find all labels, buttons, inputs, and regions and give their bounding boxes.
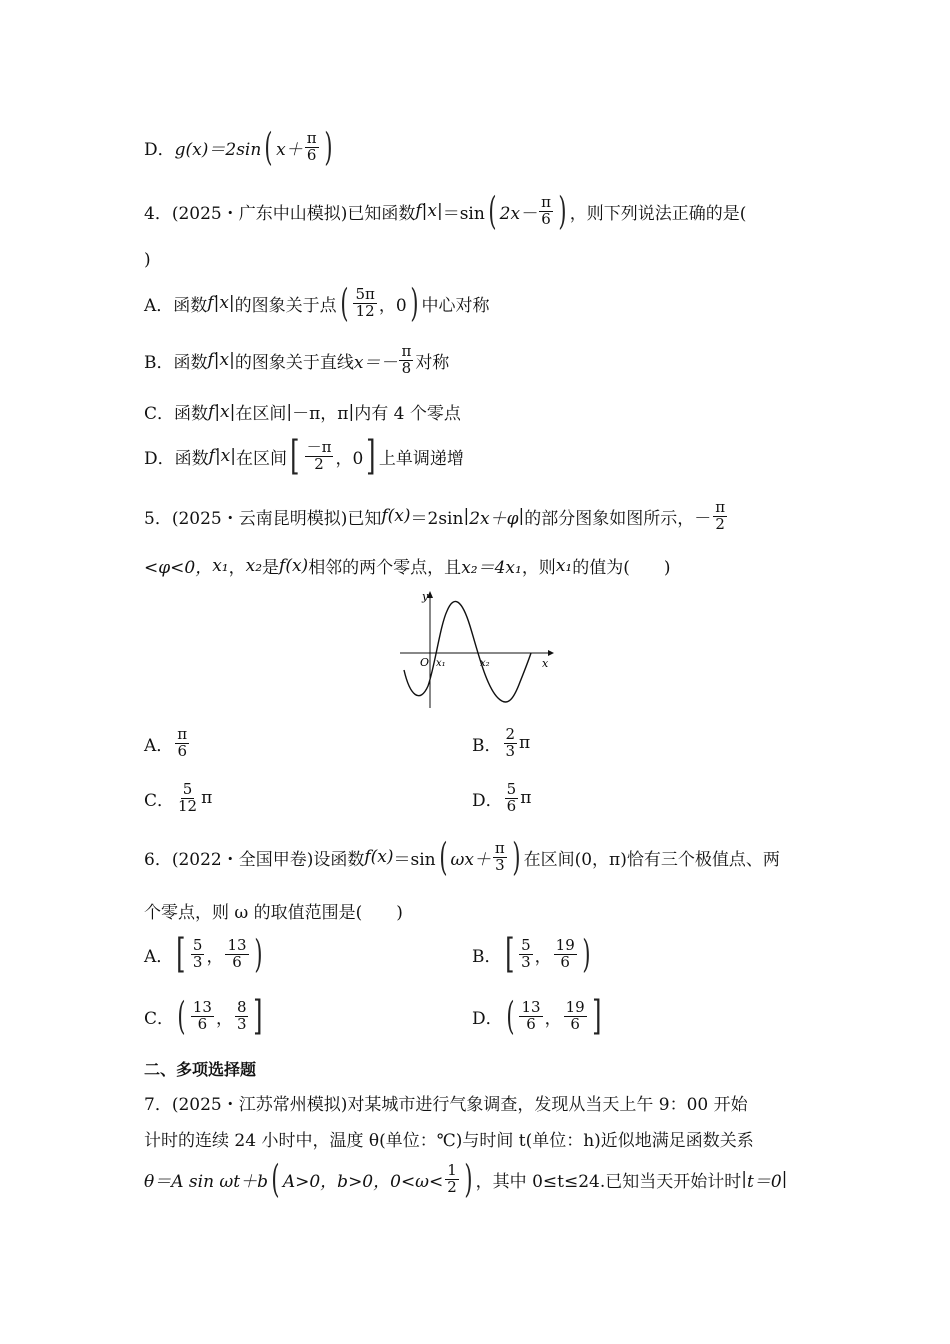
q6-stem: 6．(2022・全国甲卷)设函数 f(x) ＝sin ( ωx＋ $\frac{\pi}{3}$ ) 在区间(0，π)恰有三个极值点、两: [144, 835, 780, 879]
q4-option-b[interactable]: B．函数 f | x | 的图象关于直线 x＝－ $\frac{\pi}{8}$ 对称: [144, 342, 450, 377]
q4-option-a[interactable]: A．函数 f | x | 的图象关于点 ( $\frac{5\pi}{12}$ ，0 ) 中心对称: [144, 281, 490, 325]
q5-option-c[interactable]: C． $\frac{5}{12}$ π: [144, 780, 213, 815]
paren-group: ( x＋ $\frac{\pi}{6}$ ): [264, 125, 333, 169]
x2-label: x₂: [480, 658, 490, 669]
q6-option-c[interactable]: C． ( $\frac{13}{6}$ ， $\frac{8}{3}$ ]: [144, 993, 263, 1039]
q5-stem: 5．(2025・云南昆明模拟)已知 f(x) ＝2sin | 2x＋φ | 的部分图象如图所示，－ $\frac{\pi}{2}$: [144, 498, 726, 533]
q6-option-d[interactable]: D． ( $\frac{13}{6}$ ， $\frac{19}{6}$ ]: [472, 993, 602, 1039]
q5-option-d[interactable]: D． $\frac{5}{6}$ π: [472, 780, 532, 815]
q7-line1: 7．(2025・江苏常州模拟)对某城市进行气象调查，发现从当天上午 9：00 开始: [144, 1095, 748, 1115]
q4-option-d[interactable]: D．函数 f | x | 在区间 [ $\frac{-\pi}{2}$ ，0 ] 上单调递增: [144, 433, 464, 479]
x-axis-arrow: [548, 650, 554, 656]
option-label: D．: [144, 139, 175, 160]
q3-option-d[interactable]: [144, 125, 335, 169]
q7-line3: θ＝A sin ωt＋b ( A>0，b>0，0<ω< $\frac{1}{2}$ ) ，其中 0≤t≤24.已知当天开始计时 | t＝0 |: [144, 1157, 788, 1201]
sine-graph: [390, 586, 560, 716]
q5-stem-line2: <φ<0， x₁ ， x₂ 是 f(x) 相邻的两个零点，且 x₂＝4x₁ ，则 x₁ 的值为( ): [144, 555, 671, 578]
q5-option-b[interactable]: B． $\frac{2}{3}$ π: [472, 725, 531, 760]
q4-stem: 4．(2025・广东中山模拟)已知函数 f | x | ＝sin ( 2x－ $\frac{\pi}{6}$ ) ，则下列说法正确的是(: [144, 189, 747, 233]
x1-label: x₁: [436, 658, 446, 669]
origin-label: O: [420, 656, 430, 669]
section-heading: 二、多项选择题: [144, 1060, 257, 1079]
y-label: y: [422, 590, 429, 603]
q4-stem-close: ): [144, 250, 151, 270]
q5-option-a[interactable]: A． $\frac{\pi}{6}$: [144, 725, 188, 760]
q6-option-a[interactable]: A． [ $\frac{5}{3}$ ， $\frac{13}{6}$ ): [144, 931, 263, 977]
q4-option-c[interactable]: C．函数 f | x | 在区间 | －π，π | 内有 4 个零点: [144, 401, 461, 424]
q6-option-b[interactable]: B． [ $\frac{5}{3}$ ， $\frac{19}{6}$ ): [472, 931, 591, 977]
sine-curve: [404, 601, 531, 702]
q6-stem-line2: 个零点，则 ω 的取值范围是( ): [144, 903, 403, 923]
function-expr: g(x)＝2sin: [174, 139, 262, 160]
fraction: $\frac{\pi}{6}$: [306, 128, 317, 164]
x-label: x: [542, 657, 549, 670]
q7-line2: 计时的连续 24 小时中，温度 θ(单位：℃)与时间 t(单位：h)近似地满足函数关系: [144, 1131, 754, 1151]
